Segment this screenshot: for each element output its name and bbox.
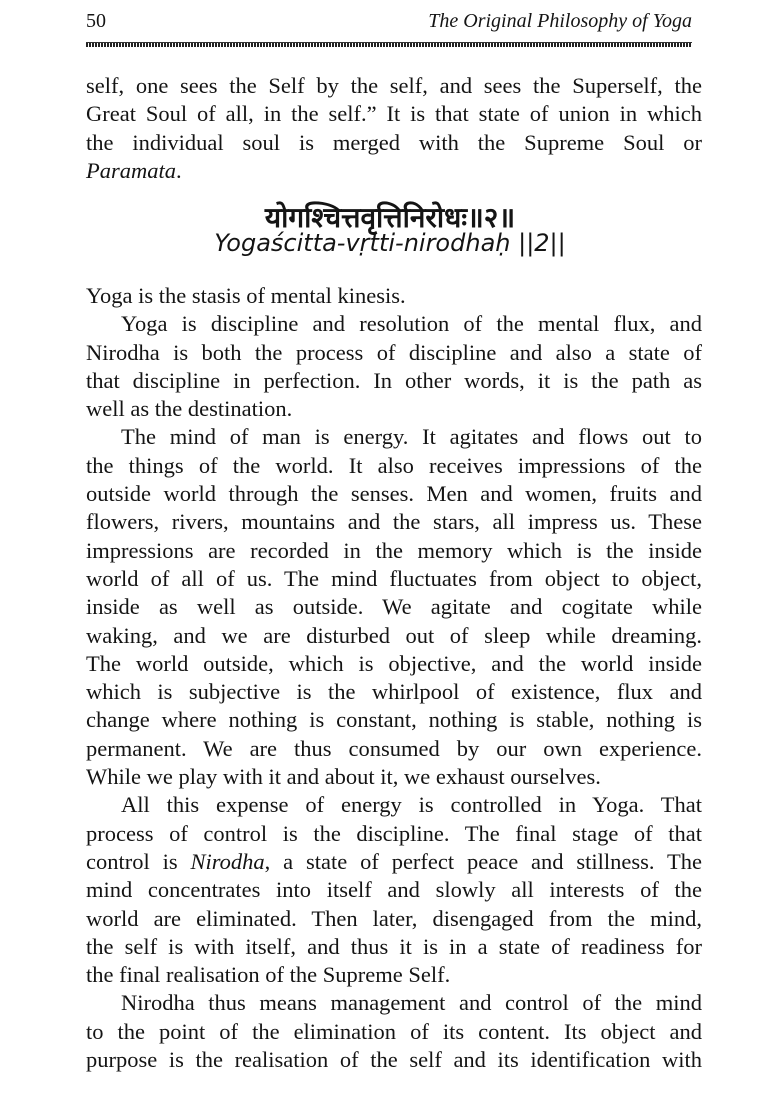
sutra-devanagari: योगश्चित्तवृत्तिनिरोधः॥२॥: [264, 201, 516, 234]
body-text: [86, 282, 702, 1074]
text-segment: the individual soul is merged with the Supreme Soul or: [86, 129, 702, 155]
text-line: [86, 678, 702, 706]
text-segment: world are eliminated. Then later, disengaged from the mind,: [86, 905, 702, 931]
text-segment: The mind of man is energy. It agitates and flows out to: [121, 424, 702, 450]
text-segment: the self is with itself, and thus it is in a state of readiness for: [86, 933, 702, 959]
text-segment: flowers, rivers, mountains and the stars, all impress us. These: [86, 509, 702, 535]
text-segment: well as the destination.: [86, 396, 293, 422]
text-segment: Nirodha is both the process of discipline and also a state of: [86, 339, 702, 365]
text-segment: purpose is the realisation of the self and its identification with: [86, 1047, 702, 1073]
paragraph: [86, 282, 702, 310]
text-line: [86, 876, 702, 904]
text-line: [86, 848, 702, 876]
text-line: [86, 395, 702, 423]
paragraph: [86, 423, 702, 791]
text-line: [86, 791, 702, 819]
text-line: [86, 157, 702, 185]
sutra-transliteration: Yogaścitta-vṛtti-nirodhaḥ ||2||: [214, 229, 566, 257]
running-title: The Original Philosophy of Yoga: [428, 10, 692, 32]
text-segment: permanent. We are thus consumed by our own experience.: [86, 735, 702, 761]
text-line: [86, 763, 702, 791]
text-segment: , a state of perfect peace and stillness. The: [264, 848, 702, 874]
text-line: [86, 452, 702, 480]
text-line: [86, 933, 702, 961]
text-line: [86, 650, 702, 678]
text-segment: inside as well as outside. We agitate and cogitate while: [86, 594, 702, 620]
header-rule: [86, 42, 692, 47]
text-segment: Yoga is the stasis of mental kinesis.: [86, 283, 406, 308]
text-segment: world of all of us. The mind fluctuates from object to object,: [86, 565, 702, 591]
text-segment: waking, and we are disturbed out of sleep while dreaming.: [86, 622, 702, 648]
text-line: [86, 820, 702, 848]
intro-paragraph: [86, 72, 702, 185]
text-segment: process of control is the discipline. The final stage of that: [86, 820, 702, 846]
paragraph: [86, 791, 702, 989]
text-segment: control is: [86, 848, 191, 874]
text-segment: change where nothing is constant, nothing is stable, nothing is: [86, 707, 702, 733]
text-segment: that discipline in perfection. In other words, it is the path as: [86, 367, 702, 393]
text-line: [86, 622, 702, 650]
text-segment: to the point of the elimination of its content. Its object and: [86, 1018, 702, 1044]
text-line: [86, 735, 702, 763]
text-line: [86, 537, 702, 565]
paragraph: [86, 72, 702, 185]
text-segment: Great Soul of all, in the self.” It is that state of union in which: [86, 101, 702, 127]
text-line: [86, 961, 702, 989]
text-segment: All this expense of energy is controlled in Yoga. That: [121, 792, 702, 818]
text-line: [86, 480, 702, 508]
text-segment: While we play with it and about it, we exhaust ourselves.: [86, 764, 601, 790]
text-line: [86, 310, 702, 338]
italic-term: Paramata: [86, 157, 176, 183]
text-line: [86, 508, 702, 536]
text-segment: .: [176, 157, 182, 183]
text-line: [86, 367, 702, 395]
text-line: [86, 706, 702, 734]
text-line: [86, 905, 702, 933]
italic-term: Nirodha: [190, 848, 265, 874]
text-segment: the things of the world. It also receives impressions of the: [86, 452, 702, 478]
text-segment: the final realisation of the Supreme Self.: [86, 962, 451, 988]
text-line: [86, 989, 702, 1017]
page-number: 50: [86, 10, 106, 32]
text-line: [86, 339, 702, 367]
text-segment: Yoga is discipline and resolution of the mental flux, and: [121, 311, 702, 337]
text-segment: self, one sees the Self by the self, and sees the Superself, the: [86, 73, 702, 98]
text-segment: which is subjective is the whirlpool of existence, flux and: [86, 679, 702, 705]
running-header: [86, 10, 692, 38]
text-line: [86, 100, 702, 128]
paragraph: [86, 310, 702, 423]
text-segment: mind concentrates into itself and slowly all interests of the: [86, 877, 702, 903]
paragraph: [86, 989, 702, 1074]
text-line: [86, 565, 702, 593]
text-line: [86, 72, 702, 100]
text-line: [86, 1046, 702, 1074]
text-segment: The world outside, which is objective, and the world inside: [86, 650, 702, 676]
text-segment: Nirodha thus means management and control of the mind: [121, 990, 702, 1016]
text-line: [86, 282, 702, 310]
text-segment: impressions are recorded in the memory which is the inside: [86, 537, 702, 563]
text-segment: outside world through the senses. Men and women, fruits and: [86, 481, 702, 507]
text-line: [86, 129, 702, 157]
text-line: [86, 423, 702, 451]
text-line: [86, 1018, 702, 1046]
text-line: [86, 593, 702, 621]
